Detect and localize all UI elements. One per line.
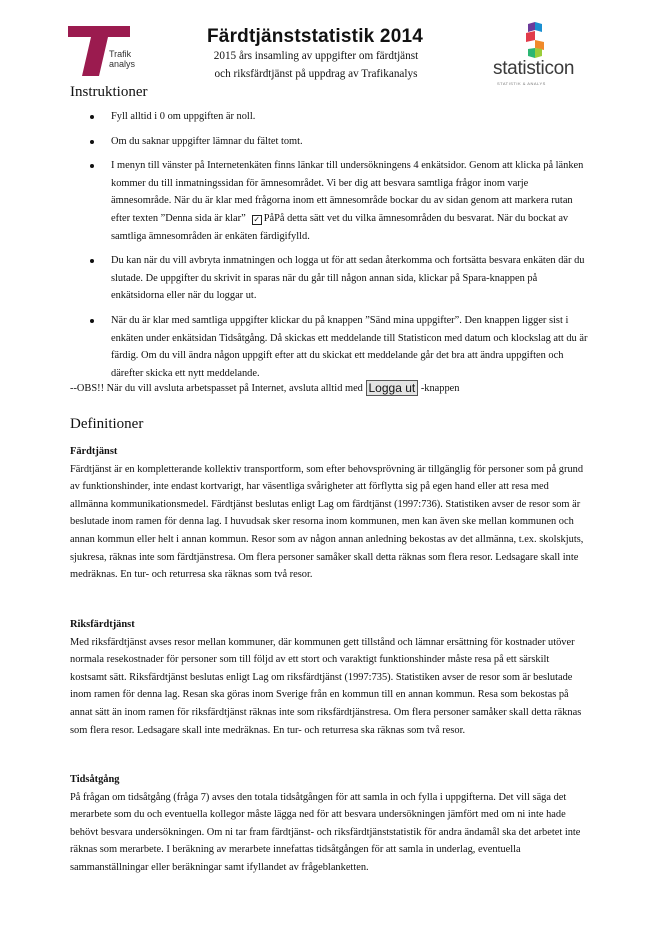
definition-text: Med riksfärdtjänst avses resor mellan kommuner, där kommunen gett tillstånd och lämnar ersättning för kostnader utöver normala resekostnader för personer som till följd av ett stort och varaktigt funktionshinder måste resa på ett särskilt kostsamt sätt. Riksfärdtjänst beslutas enligt Lag om riksfärdtjänst (1997:735). Statistiken avser de resor som är beslutade inom ramen för denna lag. Resan ska göras inom Sverige från en kommun till en annan kommun. Resa som bekostas på annat sätt än inom ramen för riksfärdtjänst räknas inte som riksfärdtjänstresa. Om flera personer samåker skall detta räknas som flera resor. Ledsagare skall inte medräknas. En tur- och returresa ska räknas som två resor.: [70, 636, 582, 736]
list-item: [70, 312, 590, 382]
list-item: [70, 108, 590, 126]
bullet-icon: [90, 259, 94, 263]
definition-term: Riksfärdtjänst: [70, 619, 135, 630]
list-item: [70, 157, 590, 245]
bullet-icon: [90, 319, 94, 323]
list-item-text: I menyn till vänster på Internetenkäten finns länkar till undersökningens 4 enkätsidor. Genom att klicka på länken kommer du till inmatningssidan för ämnesområdet. Vi ber dig att besvara samtliga frågor inom varje ämnesområde. När du är klar med frågorna inom ett ämnesområde bockar du av sidan genom att markera rutan efter texten ”Denna sida är klar”: [111, 160, 584, 224]
list-item: [70, 133, 590, 151]
list-item: [70, 252, 590, 305]
bullet-icon: [90, 164, 94, 168]
logo-text-line2: analys: [109, 59, 136, 69]
definition-term: Färdtjänst: [70, 446, 118, 457]
logo-text-line1: Trafik: [109, 49, 132, 59]
statisticon-logo-name: statisticon: [493, 58, 575, 79]
definition-term: Tidsåtgång: [70, 774, 120, 785]
definition-riksfardtjanst: [70, 616, 588, 739]
subtitle-line2: och riksfärdtjänst på uppdrag av Trafikanalys: [214, 68, 418, 80]
definition-text: På frågan om tidsåtgång (fråga 7) avses den totala tidsåtgången för att samla in och fylla i uppgifterna. Det vill säga det merarbete som du och eventuella kollegor måste lägga ned för att besvara undersökningen jämfört med om ni inte hade behövt besvara undersökningen. Om ni tar fram färdtjänst- och riksfärdtjänststatistik för andra ändamål ska det arbetet inte räknas som merarbete. I beräkning av merarbete innefattas tidsåtgången för att samla in underlag, eventuella sammanställningar eller beräkningar samt ifyllandet av frågeblanketten.: [70, 791, 581, 873]
checkbox-icon: ✓: [253, 214, 261, 224]
trafikanalys-logo-text: [109, 49, 135, 69]
subtitle-line1: 2015 års insamling av uppgifter om färdtjänst: [213, 50, 419, 62]
statisticon-logo-icon: [522, 22, 548, 58]
list-item-text: Om du saknar uppgifter lämnar du fältet tomt.: [111, 135, 303, 147]
list-item-text-cont: PåPå detta sätt vet du vilka ämnesområden du besvarat. När du bockat av samtliga ämnesområden är enkäten färdigifylld.: [111, 212, 569, 242]
obs-prefix: --OBS!! När du vill avsluta arbetspasset på Internet, avsluta alltid med: [70, 383, 363, 394]
logout-button[interactable]: Logga ut: [366, 380, 419, 396]
definition-tidsatgang: [70, 771, 588, 877]
list-item-text: Du kan när du vill avbryta inmatningen och logga ut för att sedan återkomma och fortsätta besvara enkäten där du slutade. De uppgifter du skrivit in sparas när du går till någon annan sida, klickar på Spara-knappen på enkätsidorna eller när du loggar ut.: [111, 255, 585, 302]
list-item-text: Fyll alltid i 0 om uppgiften är noll.: [111, 111, 256, 122]
page-subtitle: [196, 47, 436, 83]
statisticon-logo-tagline: STATISTIK & ANALYS: [497, 81, 546, 86]
definition-fardtjanst: [70, 443, 588, 584]
definition-text: Färdtjänst är en kompletterande kollektiv transportform, som efter behovsprövning är tillgänglig för personer som på grund av funktionshinder, inte endast kortvarigt, har väsentliga svårigheter att förflytta sig på egen hand eller att resa med allmänna kommunikationsmedel. Färdtjänst beslutas enligt Lag om färdtjänst (1997:736). Statistiken avser de resor som är beslutade inom ramen för denna lag. I huvudsak sker resorna inom kommunen, men kan även ske mellan kommunen och annan kommun eller helt i annan kommun. Resor som av någon annan anledning bekostas av det allmänna, t.ex. skolskjuts, sjukresa, räknas inte som färdtjänstresa. Om flera personer samåker skall detta räknas som flera resor. Ledsagare skall inte medräknas. En tur- och returresa ska räknas som två resor.: [70, 463, 584, 581]
obs-note: [70, 380, 460, 396]
bullet-icon: [90, 140, 94, 144]
page-title: Färdtjänststatistik 2014: [207, 26, 423, 47]
list-item-text: När du är klar med samtliga uppgifter klickar du på knappen ”Sänd mina uppgifter”. Den knappen ligger sist i enkäten under enkätsidan Tidsåtgång. Då skickas ett meddelande till Statisticon med datum och klockslag att du är färdig. Om du vill ändra någon uppgift efter att du skickat ett meddelande går det bra att ändra uppgiften och därefter skicka ett nytt meddelande.: [111, 314, 588, 379]
instructions-heading: Instruktioner: [70, 84, 148, 100]
obs-suffix: -knappen: [420, 383, 460, 394]
instructions-list: [70, 108, 590, 389]
bullet-icon: [90, 115, 94, 119]
definitions-heading: Definitioner: [70, 416, 144, 432]
